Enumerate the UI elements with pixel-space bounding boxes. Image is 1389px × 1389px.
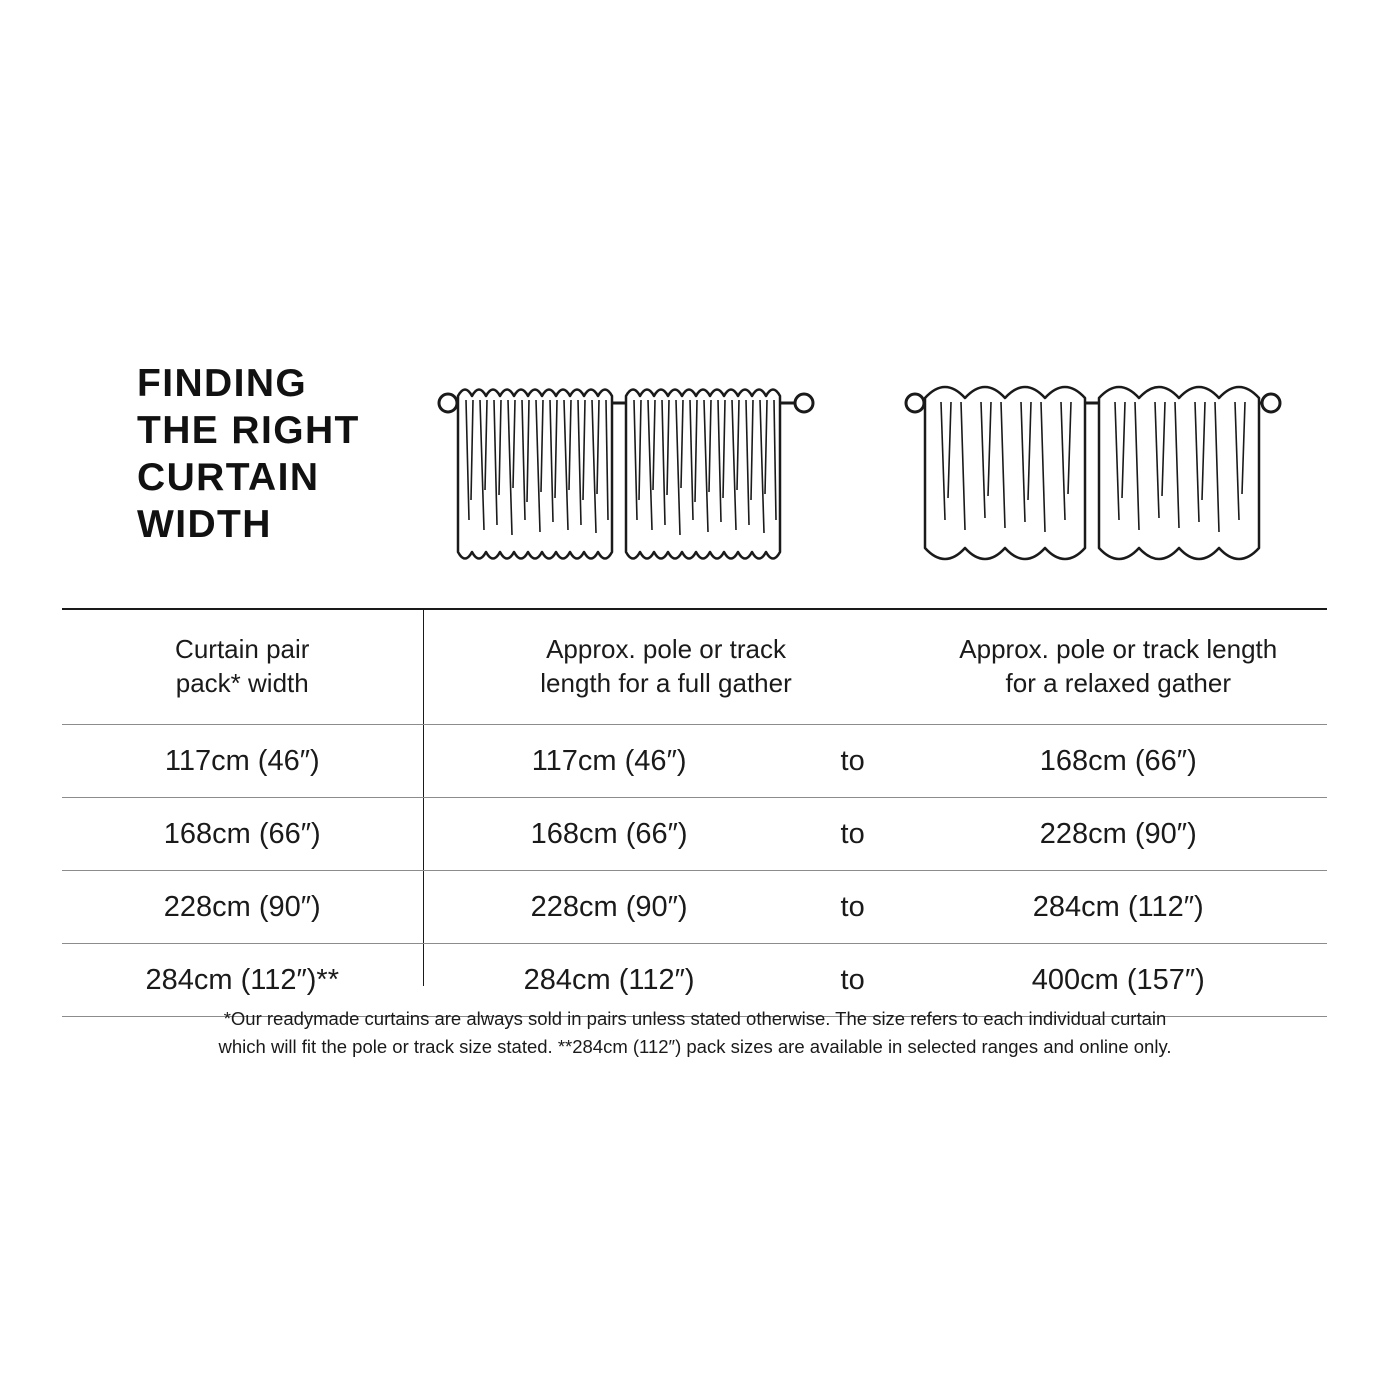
- header-pack-width: [62, 608, 423, 725]
- cell-full-gather: 168cm (66″): [423, 798, 796, 871]
- cell-relaxed-gather: 400cm (157″): [910, 944, 1327, 1017]
- cell-relaxed-gather: 168cm (66″): [910, 725, 1327, 798]
- relaxed-gather-curtain-illustration: [903, 370, 1283, 585]
- header-section: [62, 360, 1327, 600]
- footnote-line-2: which will fit the pole or track size stated. **284cm (112″) pack sizes are available in selected ranges and online only.: [218, 1036, 1172, 1057]
- table-header-row: [62, 608, 1327, 725]
- header-full-gather-line1: Approx. pole or track: [546, 634, 786, 664]
- footnote-line-1: *Our readymade curtains are always sold in pairs unless stated otherwise. The size refers to each individual curtain: [223, 1008, 1167, 1029]
- cell-full-gather: 117cm (46″): [423, 725, 796, 798]
- header-full-gather-line2: length for a full gather: [540, 668, 792, 698]
- title-line-4: WIDTH: [137, 503, 272, 546]
- page-title: [62, 360, 392, 548]
- cell-full-gather: 228cm (90″): [423, 871, 796, 944]
- header-full-gather: [423, 608, 910, 725]
- cell-full-gather: 284cm (112″): [423, 944, 796, 1017]
- cell-relaxed-gather: 284cm (112″): [910, 871, 1327, 944]
- header-pack-width-line1: Curtain pair: [175, 634, 310, 664]
- table-row: [62, 798, 1327, 871]
- title-line-3: CURTAIN: [137, 456, 320, 499]
- header-relaxed-gather: [910, 608, 1327, 725]
- cell-connector: to: [796, 871, 910, 944]
- cell-connector: to: [796, 944, 910, 1017]
- full-gather-curtain-illustration: [436, 370, 816, 585]
- cell-pack-width: 117cm (46″): [62, 725, 423, 798]
- illustrations-group: [392, 360, 1327, 585]
- cell-pack-width: 168cm (66″): [62, 798, 423, 871]
- footnote: [140, 1005, 1250, 1061]
- curtain-width-table: [62, 608, 1327, 1017]
- cell-pack-width: 228cm (90″): [62, 871, 423, 944]
- header-pack-width-line2: pack* width: [175, 668, 309, 698]
- cell-connector: to: [796, 798, 910, 871]
- table-body: [62, 725, 1327, 1017]
- table-header: [62, 608, 1327, 725]
- title-line-1: FINDING: [137, 362, 308, 405]
- header-relaxed-gather-line1: Approx. pole or track length: [959, 634, 1278, 664]
- table-row: [62, 725, 1327, 798]
- title-line-2: THE RIGHT: [137, 409, 360, 452]
- cell-connector: to: [796, 725, 910, 798]
- table-row: [62, 871, 1327, 944]
- cell-pack-width: 284cm (112″)**: [62, 944, 423, 1017]
- header-relaxed-gather-line2: for a relaxed gather: [1005, 668, 1231, 698]
- cell-relaxed-gather: 228cm (90″): [910, 798, 1327, 871]
